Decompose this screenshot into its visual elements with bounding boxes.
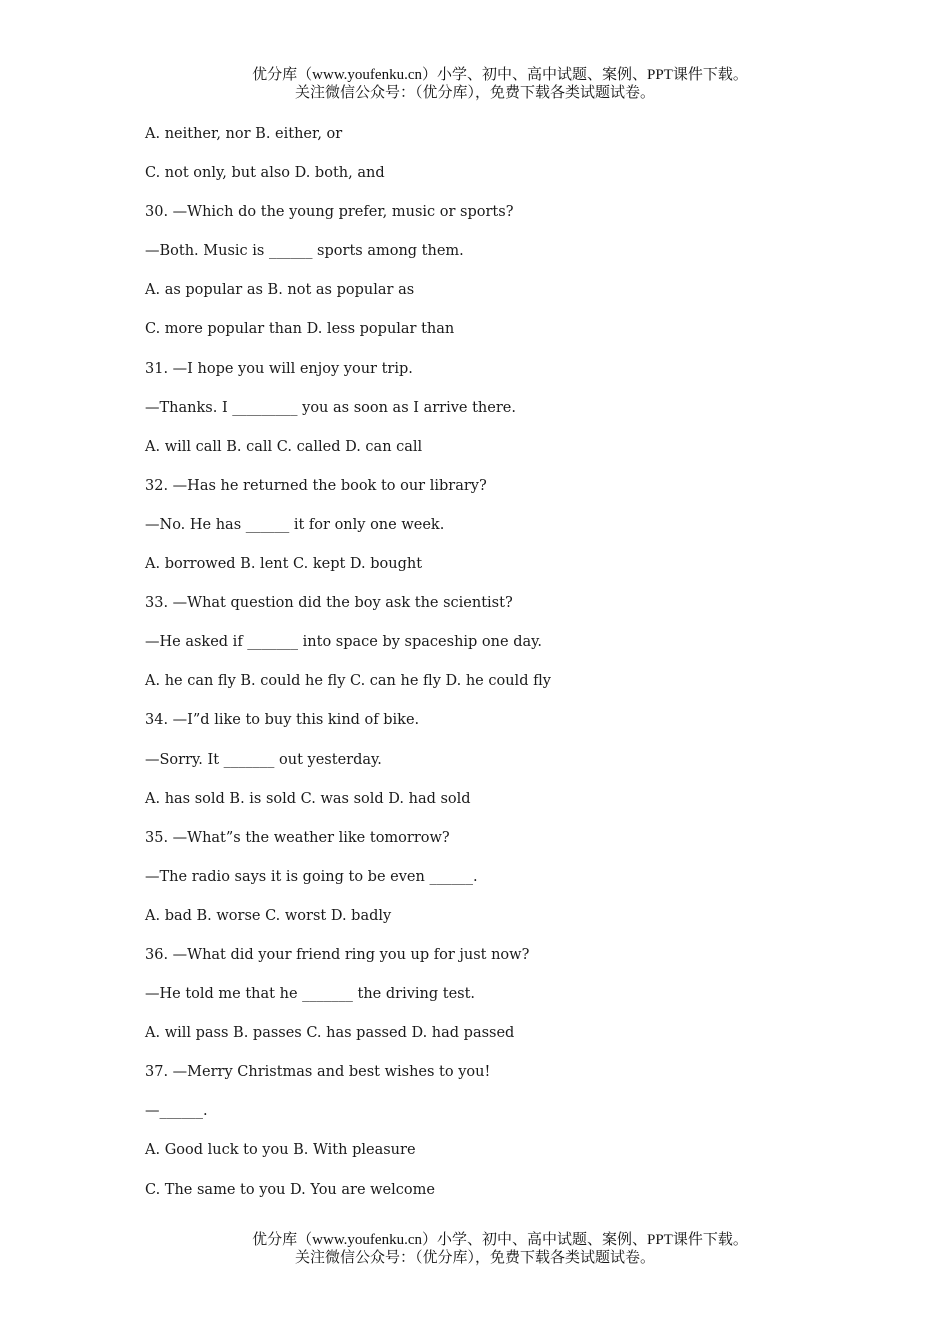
question-35-options: A. bad B. worse C. worst D. badly [145,907,392,924]
question-32-options: A. borrowed B. lent C. kept D. bought [145,556,423,573]
question-37-options-cd: C. The same to you D. You are welcome [145,1181,435,1198]
question-35-response: —The radio says it is going to be even ______. [145,868,478,885]
question-35-prompt: 35. —What”s the weather like tomorrow? [145,829,450,846]
question-34-response: —Sorry. It _______ out yesterday. [145,751,382,768]
question-37-options-ab: A. Good luck to you B. With pleasure [145,1142,416,1159]
question-34-prompt: 34. —I”d like to buy this kind of bike. [145,712,420,729]
question-37-response: —______. [145,1103,208,1120]
question-32-prompt: 32. —Has he returned the book to our library? [145,477,487,494]
question-33-prompt: 33. —What question did the boy ask the scientist? [145,595,513,612]
question-33-options: A. he can fly B. could he fly C. can he fly D. he could fly [145,673,551,690]
page-footer-banner [0,1231,950,1267]
question-33-response: —He asked if _______ into space by spaceship one day. [145,634,542,651]
question-32-response: —No. He has ______ it for only one week. [145,516,445,533]
question-30-options-ab: A. as popular as B. not as popular as [145,282,415,299]
footer-site-line: 优分库（www.youfenku.cn）小学、初中、高中试题、案例、PPT课件下载。 [252,1232,748,1248]
question-37-prompt: 37. —Merry Christmas and best wishes to you! [145,1064,491,1081]
answer-options-line: C. not only, but also D. both, and [145,165,385,182]
question-36-response: —He told me that he _______ the driving test. [145,986,476,1003]
question-36-prompt: 36. —What did your friend ring you up for just now? [145,946,530,963]
footer-wechat-line: 关注微信公众号：（优分库），免费下载各类试题试卷。 [294,1250,655,1266]
question-36-options: A. will pass B. passes C. has passed D. had passed [145,1025,515,1042]
header-wechat-line: 关注微信公众号：（优分库），免费下载各类试题试卷。 [294,85,655,101]
question-31-options: A. will call B. call C. called D. can call [145,438,423,455]
question-30-options-cd: C. more popular than D. less popular than [145,321,455,338]
question-30-prompt: 30. —Which do the young prefer, music or sports? [145,204,514,221]
question-31-prompt: 31. —I hope you will enjoy your trip. [145,360,413,377]
question-31-response: —Thanks. I _________ you as soon as I arrive there. [145,399,516,416]
page-header-banner [0,66,950,102]
question-34-options: A. has sold B. is sold C. was sold D. had sold [145,790,471,807]
question-30-response: —Both. Music is ______ sports among them. [145,243,464,260]
question-content [145,124,905,1219]
answer-options-line: A. neither, nor B. either, or [145,126,343,142]
header-site-line: 优分库（www.youfenku.cn）小学、初中、高中试题、案例、PPT课件下载。 [252,67,748,83]
